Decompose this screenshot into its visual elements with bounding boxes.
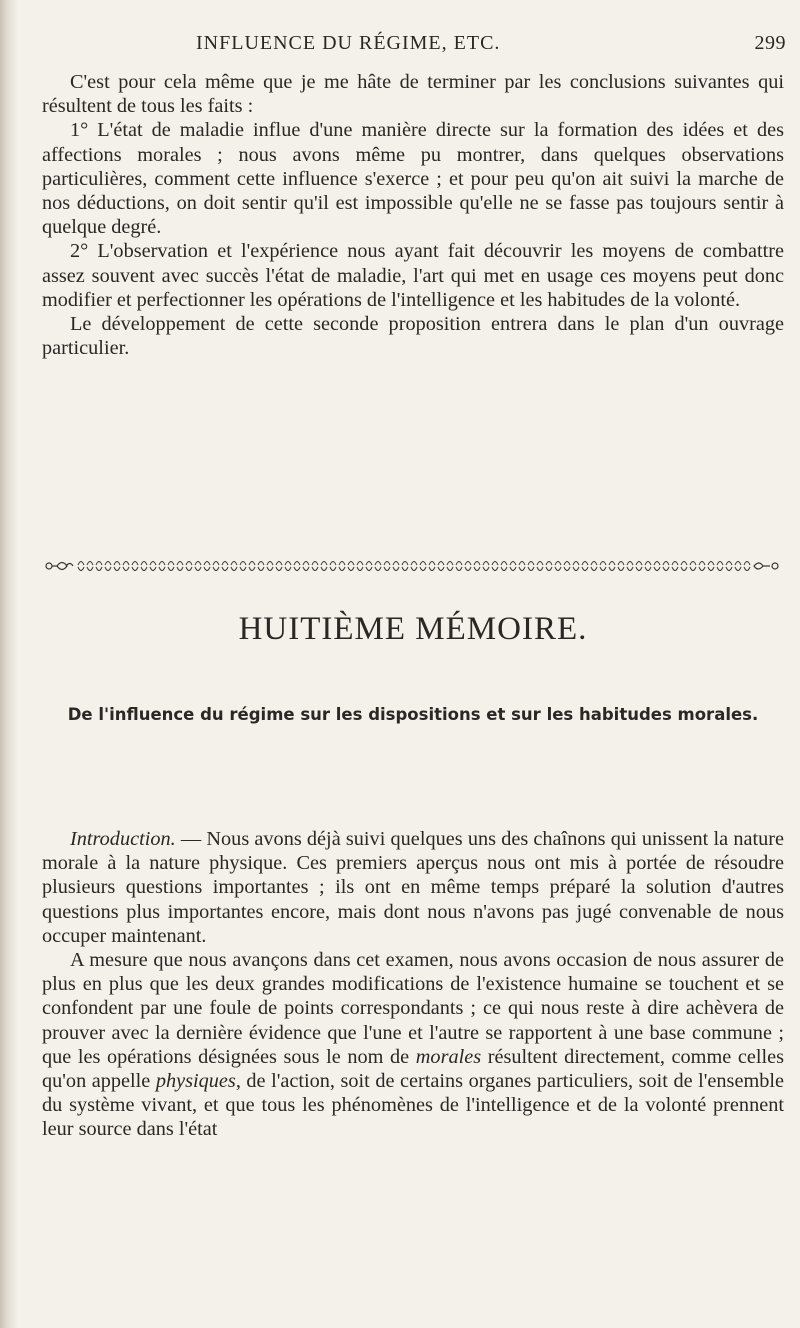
running-head [196, 32, 786, 62]
paragraph [42, 827, 784, 948]
paragraph: C'est pour cela même que je me hâte de terminer par les conclusions suivantes qui résultent de tous les faits : [42, 71, 784, 118]
page-binding-shadow [0, 0, 18, 1328]
paragraph: 1° L'état de maladie influe d'une manière directe sur la formation des idées et des affections morales ; nous avons même pu montrer, dans quelques observations particulières, comment cette influence s'exerce ; et pour peu qu'on ait suivi la marche de nos déductions, on doit sentir qu'il est impossible qu'elle ne se fasse pas toujours sentir à quelque degré. [42, 119, 784, 239]
introduction-label: Introduction. [70, 828, 176, 850]
paragraph [42, 948, 784, 1142]
memoir-subtitle: De l'influence du régime sur les dispositions et sur les habitudes morales. [67, 705, 759, 724]
italic-term: morales [415, 1045, 482, 1068]
page-number: 299 [754, 32, 786, 54]
paragraph-text: — Nous avons déjà suivi quelques uns des chaînons qui unissent la nature morale à la nature physique. Ces premiers aperçus nous ont mis à portée de résoudre plusieurs questions importantes ; ils ont en même temps préparé la solution d'autres questions plus importantes encore, mais dont nous n'avons pas jugé convenable de nous occuper maintenant. [42, 828, 784, 947]
running-head-title: INFLUENCE DU RÉGIME, ETC. [196, 32, 501, 54]
paragraph: 2° L'observation et l'expérience nous ayant fait découvrir les moyens de combattre assez souvent avec succès l'état de maladie, l'art qui met en usage ces moyens peut donc modifier et perfectionner les opérations de l'intelligence et les habitudes de la volonté. [42, 240, 784, 311]
introduction-section [42, 827, 784, 1142]
paragraph: Le développement de cette seconde proposition entrera dans le plan d'un ouvrage particulier. [42, 313, 784, 360]
decorative-rule-icon [42, 555, 784, 577]
conclusions-section [42, 70, 784, 360]
italic-term: physiques [155, 1070, 236, 1093]
paragraph-text: résultent directement, comme celles qu'on appelle [42, 1045, 784, 1093]
paragraph-text: , de l'action, soit de certains organes particuliers, soit de l'ensemble du système vivant, et que tous les phénomènes de l'intelligence et de la volonté prennent leur source dans l'état [42, 1070, 784, 1141]
memoir-title: HUITIÈME MÉMOIRE. [238, 611, 588, 647]
paragraph-text: A mesure que nous avançons dans cet examen, nous avons occasion de nous assurer de plus en plus que les deux grandes modifications de l'existence humaine se touchent et se confondent par une foule de points correspondants ; ce qui nous reste à dire achèvera de prouver avec la dernière évidence que l'une et l'autre se rapportent à une base commune ; que les opérations désignées sous le nom de [42, 949, 784, 1068]
